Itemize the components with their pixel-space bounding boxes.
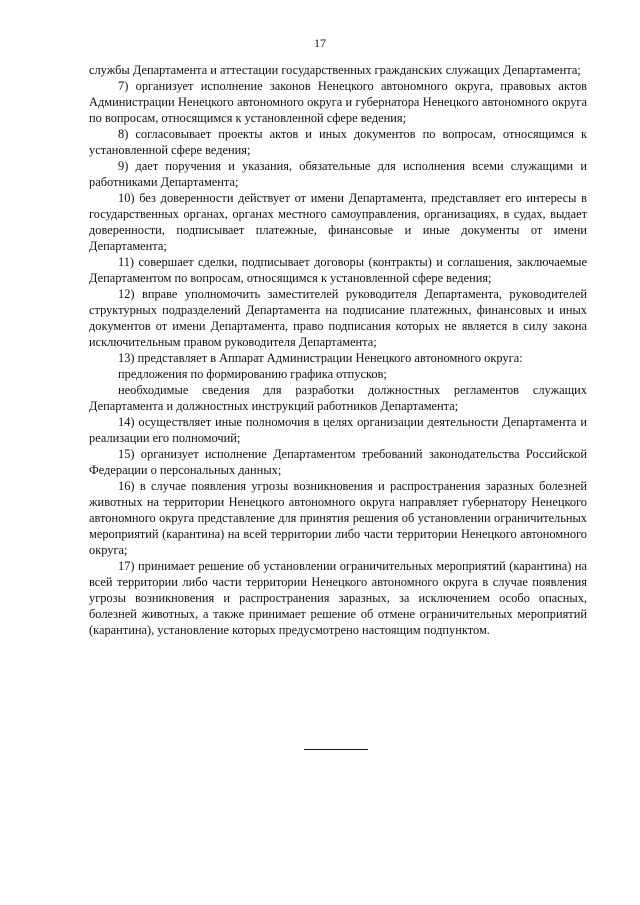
- paragraph-item-10: 10) без доверенности действует от имени Департамента, представляет его интересы в государственных органах, органах местного самоуправления, организациях, в судах, выдает доверенности, подписывает платежные, финансовые и иные документы от имени Департамента;: [89, 191, 587, 253]
- paragraph-item-13-regulations: необходимые сведения для разработки должностных регламентов служащих Департамента и должностных инструкций работников Департамента;: [89, 383, 587, 413]
- paragraph-item-13-vacations: предложения по формированию графика отпусков;: [118, 367, 387, 381]
- paragraph-item-12: 12) вправе уполномочить заместителей руководителя Департамента, руководителей структурных подразделений Департамента на подписание платежных, финансовых и иных документов от имени Департамента, право подписания которых не является в силу закона исключительным правом руководителя Департамента;: [89, 287, 587, 349]
- paragraph-continuation: службы Департамента и аттестации государственных гражданских служащих Департамента;: [89, 63, 581, 77]
- paragraph-item-16: 16) в случае появления угрозы возникновения и распространения заразных болезней животных на территории Ненецкого автономного округа направляет губернатору Ненецкого автономного округа представление для принятия решения об установлении ограничительных мероприятий (карантина) на всей территории либо части территории Ненецкого автономного округа;: [89, 479, 587, 557]
- paragraph-item-9: 9) дает поручения и указания, обязательные для исполнения всеми служащими и работниками Департамента;: [89, 159, 587, 189]
- paragraph-item-14: 14) осуществляет иные полномочия в целях организации деятельности Департамента и реализации его полномочий;: [89, 415, 587, 445]
- paragraph-item-13: 13) представляет в Аппарат Администрации Ненецкого автономного округа:: [118, 351, 523, 365]
- page-number: 17: [314, 36, 326, 50]
- paragraph-item-17: 17) принимает решение об установлении ограничительных мероприятий (карантина) на всей территории либо части территории Ненецкого автономного округа в случае появления угрозы возникновения и распространения заразных, за исключением особо опасных, болезней животных, а также принимает решение об отмене ограничительных мероприятий (карантина), установление которых предусмотрено настоящим подпунктом.: [89, 559, 587, 637]
- paragraph-item-8: 8) согласовывает проекты актов и иных документов по вопросам, относящимся к установленной сфере ведения;: [89, 127, 587, 157]
- end-divider-line: [304, 749, 368, 750]
- document-body: [89, 62, 587, 638]
- paragraph-item-15: 15) организует исполнение Департаментом требований законодательства Российской Федерации о персональных данных;: [89, 447, 587, 477]
- paragraph-item-11: 11) совершает сделки, подписывает договоры (контракты) и соглашения, заключаемые Департаментом по вопросам, относящимся к установленной сфере ведения;: [89, 255, 587, 285]
- paragraph-item-7: 7) организует исполнение законов Ненецкого автономного округа, правовых актов Администрации Ненецкого автономного округа и губернатора Ненецкого автономного округа по вопросам, относящимся к установленной сфере ведения;: [89, 79, 587, 125]
